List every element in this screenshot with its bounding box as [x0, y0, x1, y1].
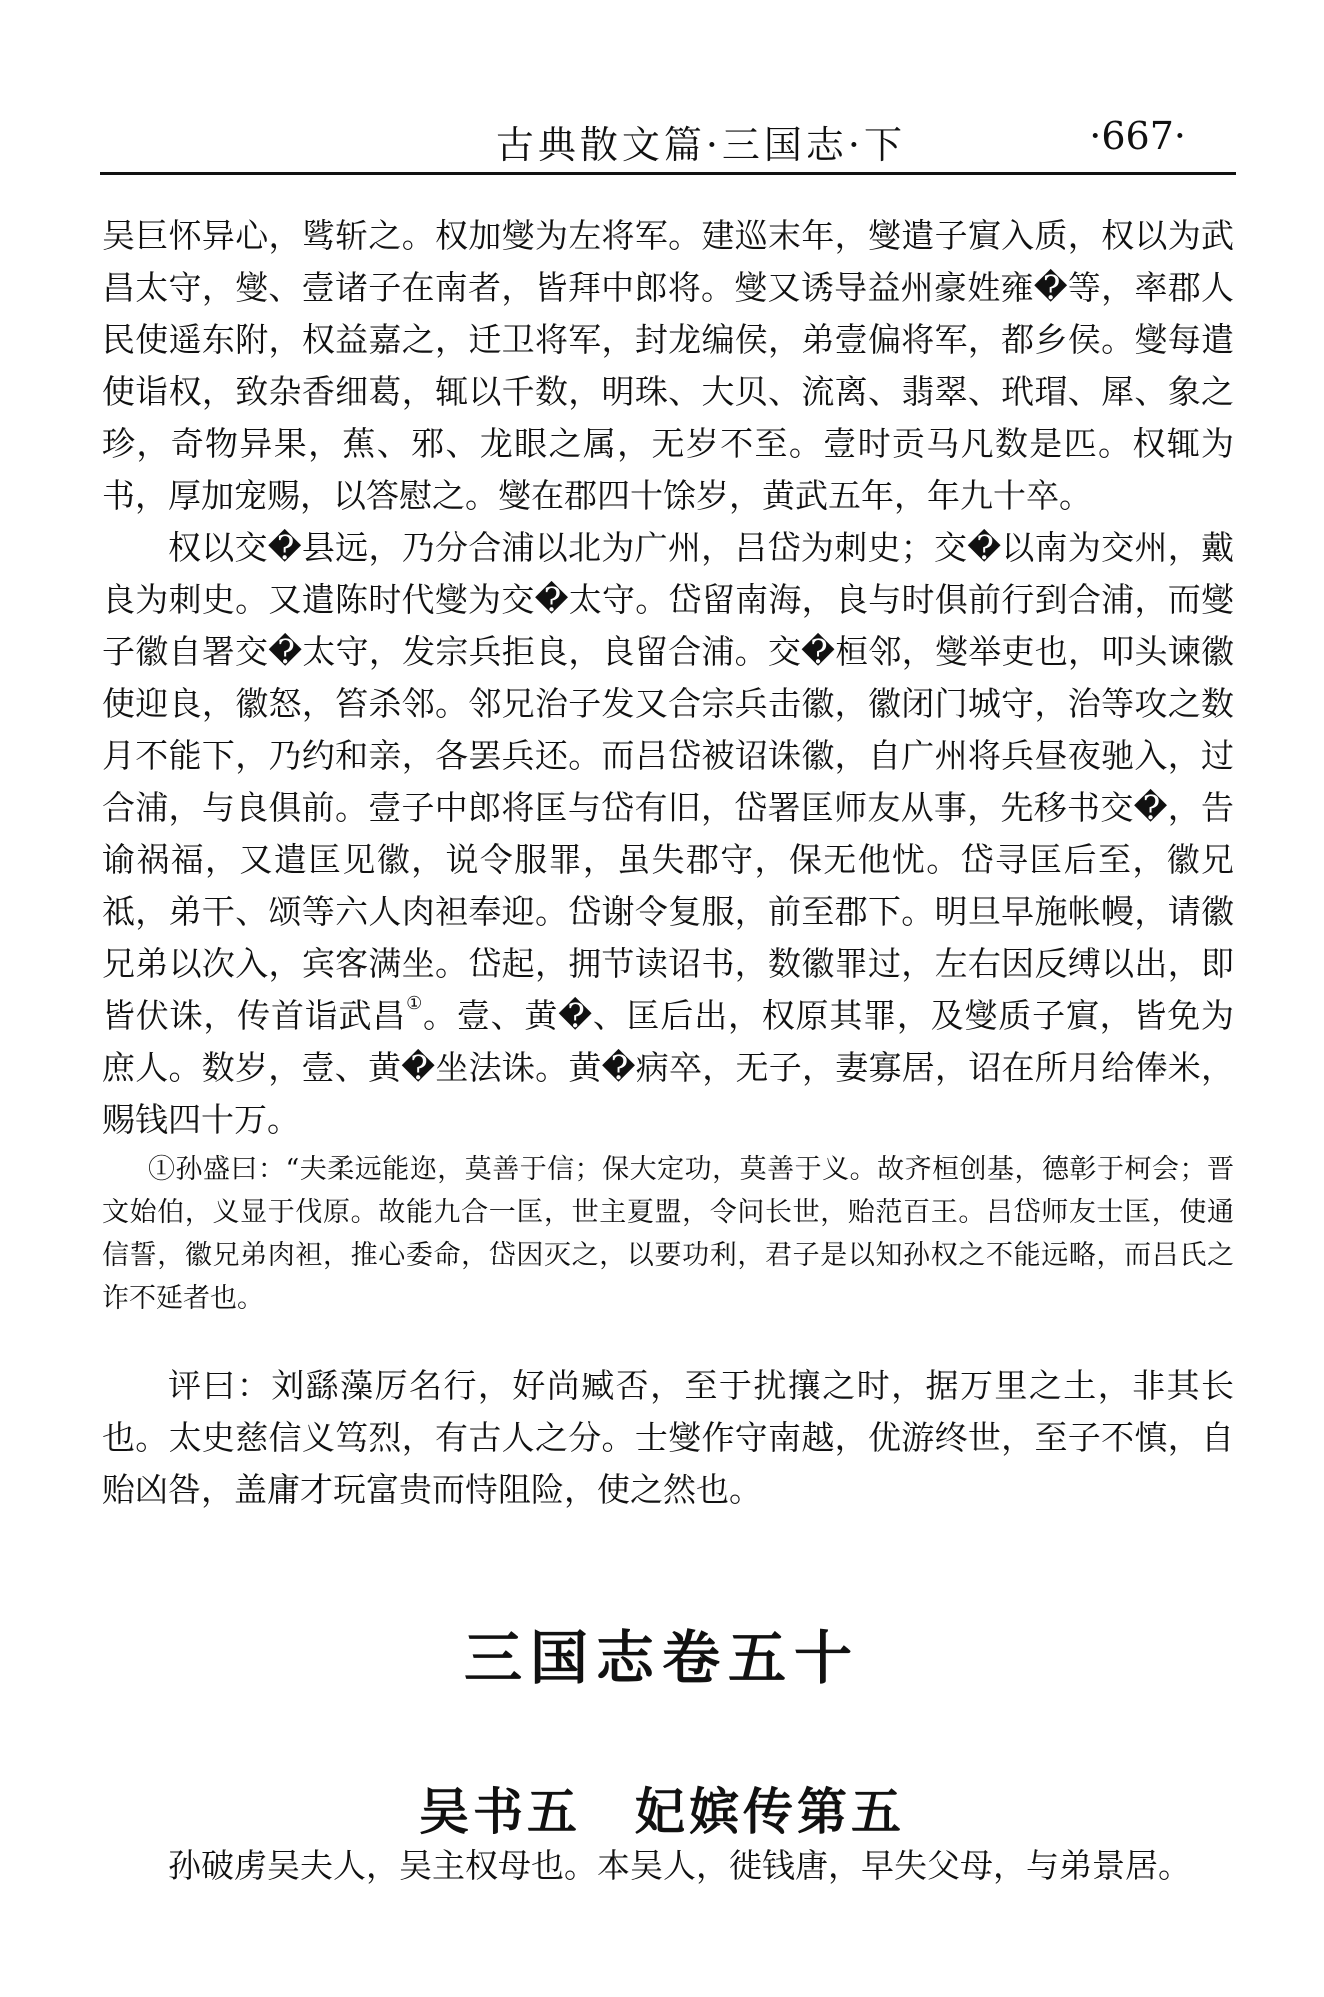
paragraph-text: 吴巨怀异心，骘斩之。权加燮为左将军。建巡末年，燮遣子賔入质，权以为武昌太守，燮、壹诸子在南者，皆拜中郎将。燮又诱导益州豪姓雍�等，率郡人民使遥东附，权益嘉之，迁卫将军，封龙编侯，弟壹偏将军，都乡侯。燮每遣使诣权，致杂香细葛，辄以千数，明珠、大贝、流离、翡翠、玳瑁、犀、象之珍，奇物异果，蕉、邪、龙眼之属，无岁不至。壹时贡马凡数是匹。权辄为书，厚加宠赐，以答慰之。燮在郡四十馀岁，黄武五年，年九十卒。 [102, 216, 1234, 515]
main-paragraph-2 [102, 522, 1234, 1146]
paragraph-text [102, 522, 1234, 1146]
chapter-title: 吴书五 妃嫔传第五 [419, 1782, 905, 1841]
main-paragraph-1 [102, 210, 1234, 522]
running-title: 古典散文篇·三国志·下 [495, 123, 906, 167]
volume-title: 三国志卷五十 [463, 1623, 860, 1692]
footnote-marker: ① [406, 993, 424, 1014]
commentary-paragraph: 评曰：刘繇藻厉名行，好尚臧否，至于扰攘之时，据万里之土，非其长也。太史慈信义笃烈，有古人之分。士燮作守南越，优游终世，至子不慎，自贻凶咎，盖庸才玩富贵而恃阻险，使之然也。 [102, 1366, 1234, 1509]
running-header [100, 112, 1236, 175]
chapter-opening-paragraph: 孙破虏吴夫人，吴主权母也。本吴人，徙钱唐，早失父母，与弟景居。 [168, 1846, 1191, 1885]
paragraph-text-after-note: 。壹、黄�、匡后出，权原其罪，及燮质子賔，皆免为庶人。数岁，壹、黄�坐法诛。黄�病卒，无子，妻寡居，诏在所月给俸米，赐钱四十万。 [102, 996, 1235, 1139]
page-number: ·667· [1089, 114, 1186, 158]
footnote: ①孙盛曰：“夫柔远能迩，莫善于信；保大定功，莫善于义。故齐桓创基，德彰于柯会；晋文始伯，义显于伐原。故能九合一匡，世主夏盟，令问长世，贻范百王。吕岱师友士匡，使通信誓，徽兄弟肉袒，推心委命，岱因灭之，以要功利，君子是以知孙权之不能远略，而吕氏之诈不延者也。 [102, 1154, 1234, 1314]
paragraph-text-before-note: 权以交�县远，乃分合浦以北为广州，吕岱为刺史；交�以南为交州，戴良为刺史。又遣陈时代燮为交�太守。岱留南海，良与时俱前行到合浦，而燮子徽自署交�太守，发宗兵拒良，良留合浦。交�桓邻，燮举吏也，叩头谏徽使迎良，徽怒，笞杀邻。邻兄治子发又合宗兵击徽，徽闭门城守，治等攻之数月不能下，乃约和亲，各罢兵还。而吕岱被诏诛徽，自广州将兵昼夜驰入，过合浦，与良俱前。壹子中郎将匡与岱有旧，岱署匡师友从事，先移书交�，告谕祸福，又遣匡见徽，说令服罪，虽失郡守，保无他忧。岱寻匡后至，徽兄祗，弟干、颂等六人肉袒奉迎。岱谢令复服，前至郡下。明旦早施帐幔，请徽兄弟以次入，宾客满坐。岱起，拥节读诏书，数徽罪过，左右因反缚以出，即皆伏诛，传首诣武昌 [102, 528, 1234, 1035]
